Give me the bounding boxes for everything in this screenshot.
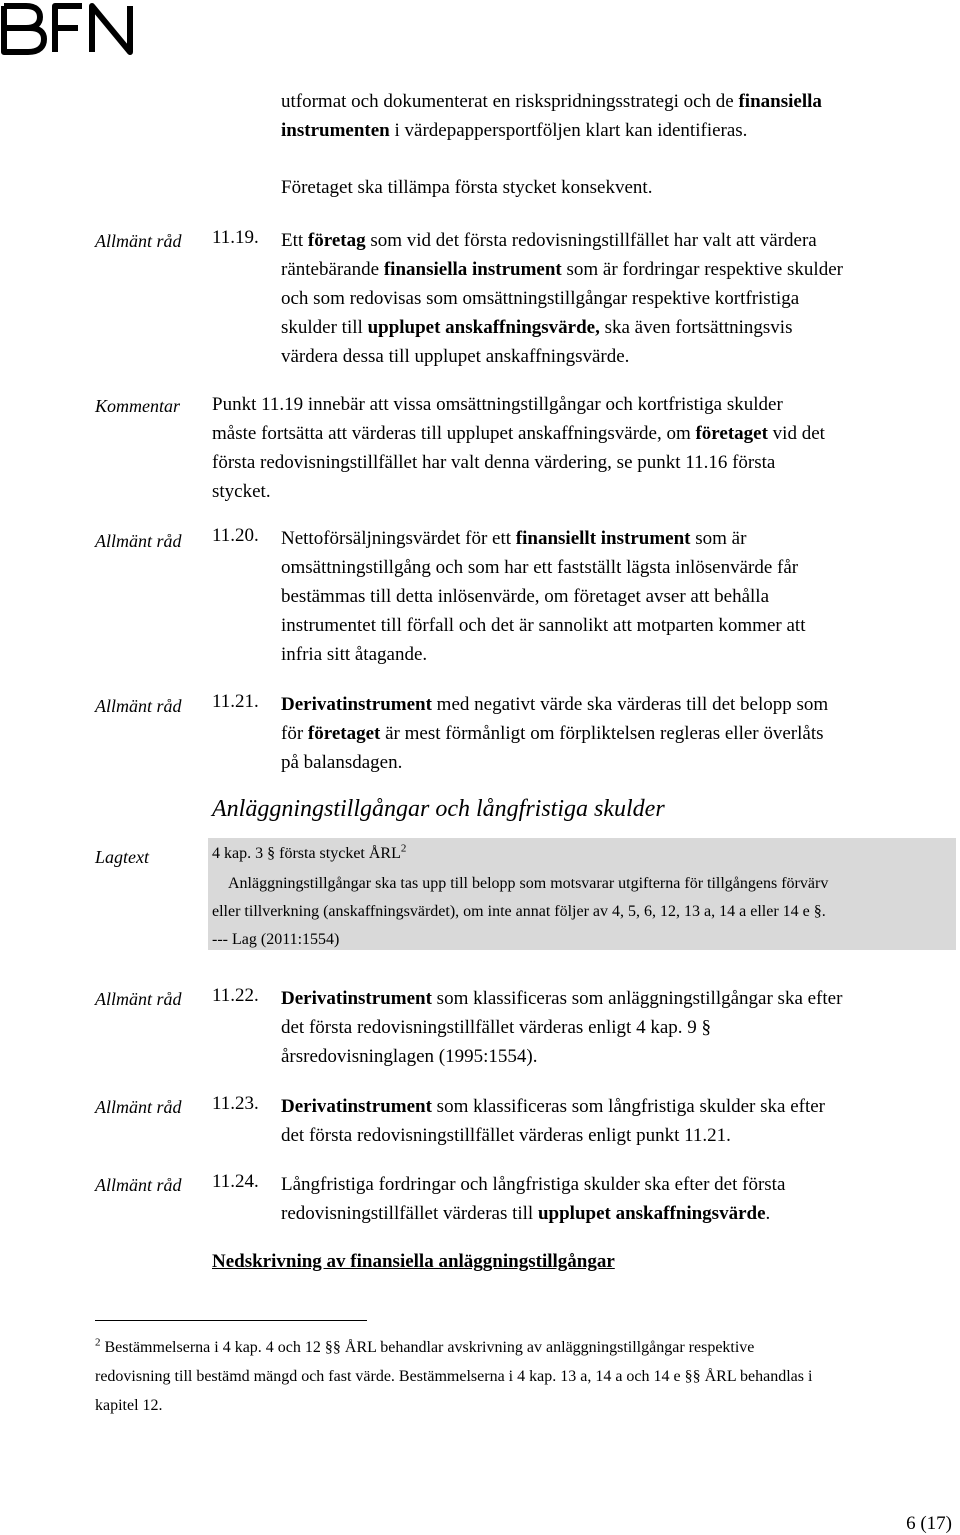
kommentar-paragraph: Punkt 11.19 innebär att vissa omsättningstillgångar och kortfristiga skulder måste fortsätta att värderas till upplupet anskaffningsvärde, om företaget vid det första redovisningstillfället har valt denna värdering, se punkt 11.16 första stycket. [212, 394, 825, 502]
footnote: $^2$ Bestämmelserna i 4 kap. 4 och 12 §§ ÅRL behandlar avskrivning av anläggningstillgångar respektive redovisning till bestämd mängd och fast värde. Bestämmelserna i 4 kap. 13 a, 14 a och 14 e §§ ÅRL behandlas i kapitel 12. [95, 1336, 813, 1414]
lagtext-line: eller tillverkning (anskaffningsvärdet), om inte annat följer av 4, 5, 6, 12, 13 a, 14 a eller 14 e §. [212, 903, 826, 920]
page-number: 6 (17) [906, 1513, 952, 1534]
section-heading: Anläggningstillgångar och långfristiga skulder [212, 796, 665, 822]
paragraph-number: 11.22. [212, 985, 259, 1006]
margin-label-allmant-rad: Allmänt råd [95, 696, 182, 716]
margin-label-kommentar: Kommentar [95, 396, 180, 416]
lagtext-line: --- Lag (2011:1554) [212, 931, 340, 948]
intro-consistency-line: Företaget ska tillämpa första stycket konsekvent. [281, 177, 653, 198]
margin-label-allmant-rad: Allmänt råd [95, 231, 182, 251]
margin-label-allmant-rad: Allmänt råd [95, 1175, 182, 1195]
paragraph-number: 11.21. [212, 691, 259, 712]
paragraph-number: 11.24. [212, 1171, 259, 1192]
margin-label-lagtext: Lagtext [95, 847, 149, 867]
lagtext-reference: 4 kap. 3 § första stycket ÅRL$^2$ [212, 842, 407, 862]
paragraph-11-19: Ett företag som vid det första redovisningstillfället har valt att värdera räntebärande finansiella instrument som är fordringar respektive skulder och som redovisas som omsättningstillgångar respektive kortfristiga skulder till upplupet anskaffningsvärde, ska även fortsättningsvis värdera dessa till upplupet anskaffningsvärde. [281, 230, 843, 367]
paragraph-number: 11.19. [212, 227, 259, 248]
subsection-heading: Nedskrivning av finansiella anläggningstillgångar [212, 1251, 615, 1272]
paragraph-11-20: Nettoförsäljningsvärdet för ett finansiellt instrument som är omsättningstillgång och som har ett fastställt lägsta inlösenvärde får bestämmas till detta inlösenvärde, om företaget avser att behålla instrumentet till förfall och det är sannolikt att motparten kommer att infria sitt åtagande. [281, 528, 806, 665]
bfn-logo [0, 0, 140, 64]
intro-paragraph: utformat och dokumenterat en riskspridningsstrategi och de finansiella instrumenten i värdepappersportföljen klart kan identifieras. [281, 91, 822, 141]
paragraph-number: 11.20. [212, 525, 259, 546]
paragraph-11-23: Derivatinstrument som klassificeras som långfristiga skulder ska efter det första redovisningstillfället värderas enligt punkt 11.21. [281, 1096, 826, 1146]
paragraph-number: 11.23. [212, 1093, 259, 1114]
paragraph-11-22: Derivatinstrument som klassificeras som anläggningstillgångar ska efter det första redovisningstillfället värderas enligt 4 kap. 9 § årsredovisninglagen (1995:1554). [281, 988, 843, 1067]
margin-label-allmant-rad: Allmänt råd [95, 1097, 182, 1117]
footnote-divider [95, 1320, 367, 1321]
paragraph-11-24: Långfristiga fordringar och långfristiga skulder ska efter det första redovisningstillfället värderas till upplupet anskaffningsvärde. [281, 1174, 786, 1224]
margin-label-allmant-rad: Allmänt råd [95, 531, 182, 551]
paragraph-11-21: Derivatinstrument med negativt värde ska värderas till det belopp som för företaget är mest förmånligt om förpliktelsen regleras eller överlåts på balansdagen. [281, 694, 829, 773]
margin-label-allmant-rad: Allmänt råd [95, 989, 182, 1009]
lagtext-line: Anläggningstillgångar ska tas upp till belopp som motsvarar utgifterna för tillgångens förvärv [228, 875, 829, 892]
